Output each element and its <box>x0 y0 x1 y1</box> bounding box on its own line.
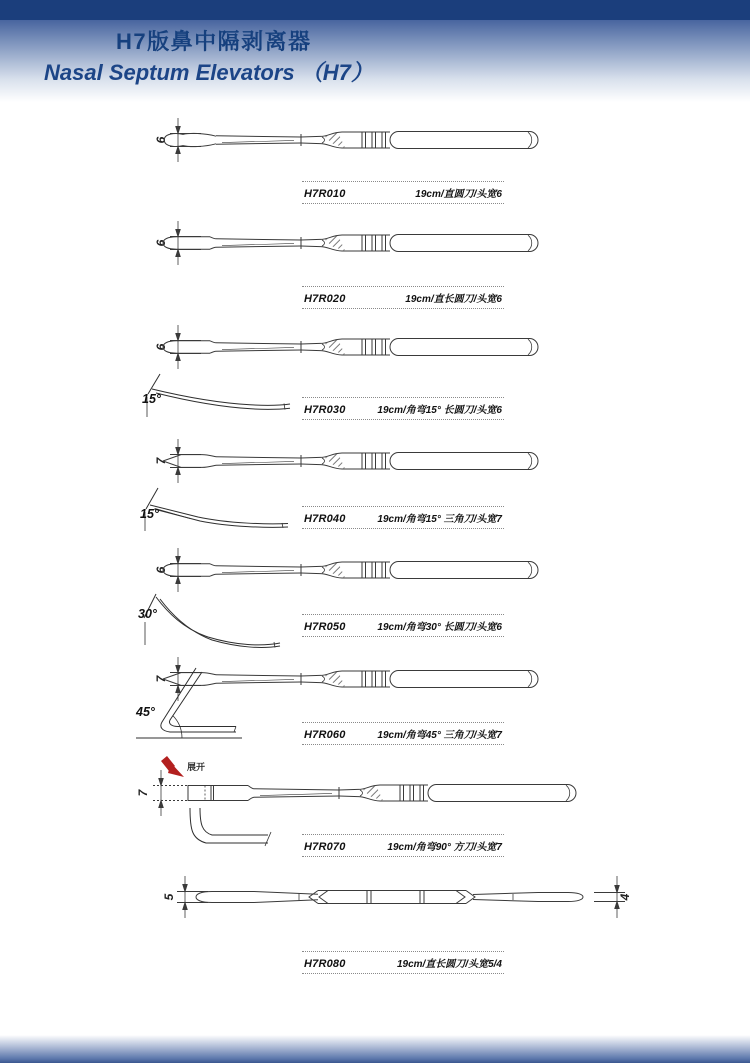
drawing-h7r040 <box>150 433 590 489</box>
side-view-15deg-h7r030 <box>140 370 290 418</box>
svg-text:6: 6 <box>154 239 168 247</box>
model-number: H7R030 <box>304 404 346 416</box>
product-label-h7r060 <box>302 722 504 745</box>
svg-text:30°: 30° <box>138 607 157 621</box>
annotation-expand: 展开 <box>187 762 206 772</box>
page-title-chinese: H7版鼻中隔剥离器 <box>116 29 312 54</box>
svg-text:6: 6 <box>154 136 168 144</box>
spec-text: 19cm/直圆刀/头宽6 <box>415 189 502 200</box>
svg-text:5: 5 <box>162 893 176 901</box>
spec-text: 19cm/角弯90° 方刀/头宽7 <box>387 842 502 853</box>
header-top-bar <box>0 0 750 20</box>
product-label-h7r080 <box>302 951 504 974</box>
svg-text:7: 7 <box>154 675 168 683</box>
product-label-h7r030 <box>302 397 504 420</box>
model-number: H7R050 <box>304 621 346 633</box>
drawing-h7r030 <box>150 319 590 375</box>
side-view-90deg-h7r070 <box>178 806 298 860</box>
svg-text:4: 4 <box>618 893 632 901</box>
model-number: H7R010 <box>304 188 346 200</box>
spec-text: 19cm/角弯15° 三角刀/头宽7 <box>377 514 502 525</box>
drawing-h7r010 <box>150 112 590 168</box>
svg-text:7: 7 <box>136 789 150 797</box>
svg-text:15°: 15° <box>140 507 159 521</box>
product-label-h7r010 <box>302 181 504 204</box>
side-view-15deg-h7r040 <box>138 484 288 532</box>
svg-text:15°: 15° <box>142 392 161 406</box>
svg-text:6: 6 <box>154 343 168 351</box>
drawing-h7r080 <box>162 869 638 925</box>
model-number: H7R020 <box>304 293 346 305</box>
footer-gradient-bar <box>0 1035 750 1063</box>
product-label-h7r050 <box>302 614 504 637</box>
svg-text:7: 7 <box>154 457 168 465</box>
model-number: H7R070 <box>304 841 346 853</box>
model-number: H7R040 <box>304 513 346 525</box>
spec-text: 19cm/角弯45° 三角刀/头宽7 <box>377 730 502 741</box>
svg-text:6: 6 <box>154 566 168 574</box>
spec-text: 19cm/直长圆刀/头宽5/4 <box>396 959 502 970</box>
product-label-h7r020 <box>302 286 504 309</box>
model-number: H7R060 <box>304 729 346 741</box>
model-number: H7R080 <box>304 958 346 970</box>
side-view-45deg-h7r060 <box>132 664 287 744</box>
page-title-english: Nasal Septum Elevators （H7） <box>44 60 373 85</box>
side-view-30deg-h7r050 <box>136 590 286 648</box>
spec-text: 19cm/直长圆刀/头宽6 <box>405 294 502 305</box>
spec-text: 19cm/角弯15° 长圆刀/头宽6 <box>377 405 502 416</box>
spec-text: 19cm/角弯30° 长圆刀/头宽6 <box>377 622 502 633</box>
drawing-h7r020 <box>150 215 590 271</box>
product-label-h7r040 <box>302 506 504 529</box>
product-label-h7r070 <box>302 834 504 857</box>
svg-text:45°: 45° <box>136 705 155 719</box>
